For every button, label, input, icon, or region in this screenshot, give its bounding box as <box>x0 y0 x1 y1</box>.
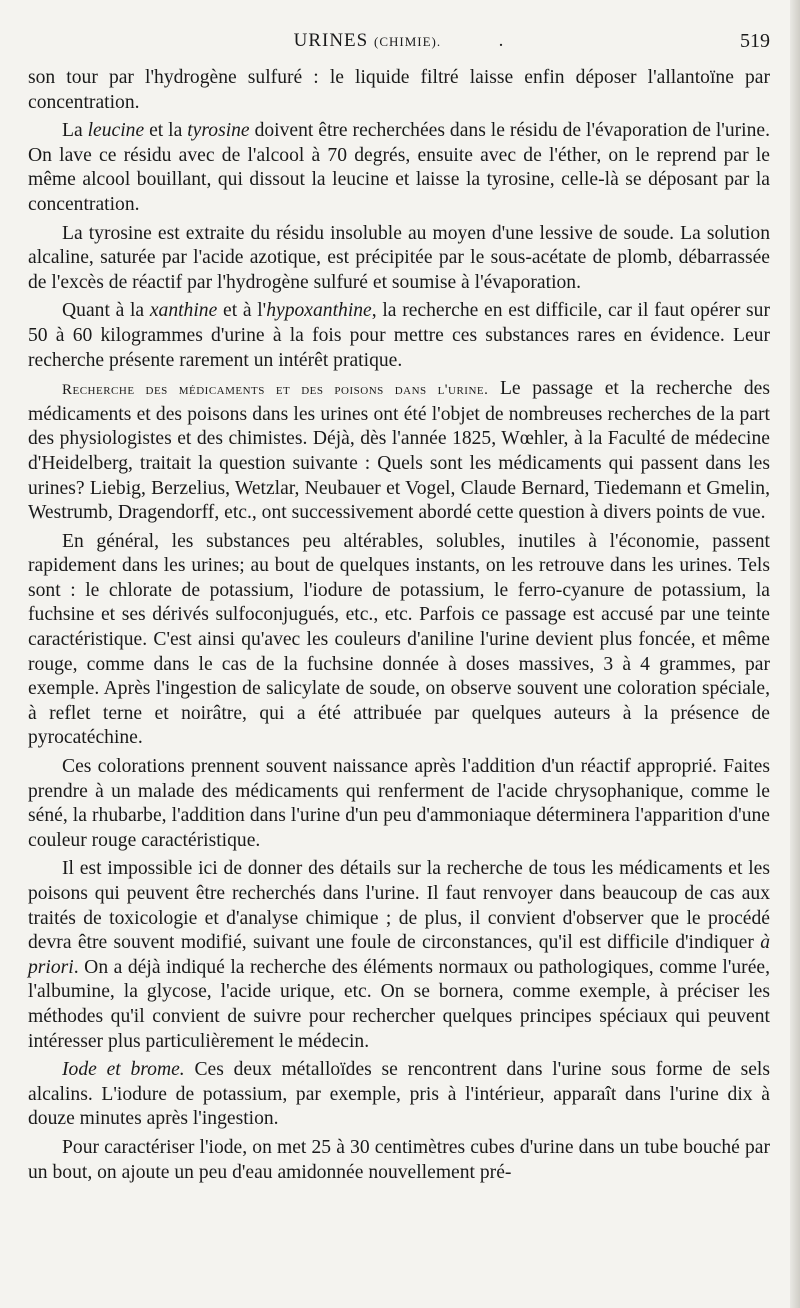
section-heading-iode-brome: Iode et brome. <box>62 1059 185 1081</box>
p2-text-a: La <box>62 120 88 142</box>
p8-text-c: . On a déjà indiqué la recherche des éléments normaux ou pathologiques, comme l'urée, l'albumine, la glycose, l'acide urique, etc. On se bornera, comme exemple, à préciser les méthodes qu'il convient de suivre pour rechercher quelques principes spéciaux qui peuvent intéresser plus particulièrement le médecin. <box>28 956 770 1052</box>
p2-text-e: doivent être recherchées dans le résidu de l'évaporation de l'urine. On lave ce résidu avec de l'alcool à 70 degrés, ensuite avec de l'éther, on le reprend par le même alcool bouillant, qui dissout la leucine et laisse la tyrosine, celle-là se déposant par la concentration. <box>28 120 770 215</box>
running-title-sub: (CHIMIE). <box>373 34 442 49</box>
running-title-main: URINES <box>293 30 369 51</box>
page-number: 519 <box>740 30 770 52</box>
header-dot: . <box>498 30 505 51</box>
term-tyrosine: tyrosine <box>187 120 250 142</box>
paragraph-substances: En général, les substances peu altérables, solubles, inutiles à l'économie, passent rapidement dans les urines; au bout de quelques instants, on les retrouve dans les urines. Tels sont : le chlorate de potassium, l'iodure de potassium, le ferro-cyanure de potassium, la fuchsine et ses dérivés sulfoconjugués, etc., etc. Parfois ce passage est accusé par une teinte caractéristique. C'est ainsi qu'avec les couleurs d'aniline l'urine devient plus foncée, et même rouge, comme dans le cas de la fuchsine donnée à doses massives, 3 à 4 grammes, par exemple. Après l'ingestion de salicylate de soude, on observe souvent une coloration spéciale, à reflet terne et noirâtre, qui a été attribuée par quelques auteurs à la présence de pyrocatéchine. <box>28 530 770 749</box>
page-header <box>28 30 770 60</box>
term-leucine: leucine <box>87 120 145 142</box>
paragraph-recherche-poisons <box>28 857 770 1054</box>
p2-text-c: et la <box>144 120 188 142</box>
section-heading-medicaments: Recherche des médicaments et des poisons dans l'urine. <box>62 382 489 399</box>
running-title <box>28 30 770 52</box>
paragraph-tyrosine-extraction: La tyrosine est extraite du résidu insoluble au moyen d'une lessive de soude. La solution alcaline, saturée par l'acide azotique, est précipitée par le sous-acétate de plomb, débarrassée de l'excès de réactif par l'hydrogène sulfuré et soumise à l'évaporation. <box>28 222 770 293</box>
p4-text-c: et à l' <box>217 300 267 322</box>
paragraph-colorations: Ces colorations prennent souvent naissance après l'addition d'un réactif approprié. Faites prendre à un malade des médicaments qui renferment de l'acide chrysophanique, comme le séné, la rhubarbe, l'addition dans l'urine d'un peu d'ammoniaque déterminera l'apparition d'une couleur rouge caractéristique. <box>28 756 770 851</box>
p5-text: Le passage et la recherche des médicaments et des poisons dans les urines ont été l'objet de nombreuses recherches de la part des physiologistes et des chimistes. Déjà, dès l'année 1825, Wœhler, à la Faculté de médecine d'Heidelberg, traitait la question suivante : Quels sont les médicaments qui passent dans les urines? Liebig, Berzelius, Wetzlar, Neubauer et Vogel, Claude Bernard, Tiedemann et Gmelin, Westrumb, Dragendorff, etc., ont successivement abordé cette question à divers points de vue. <box>28 378 770 524</box>
paragraph-leucine-tyrosine <box>28 119 770 217</box>
page-edge-shadow <box>790 0 800 1308</box>
paragraph-xanthine <box>28 299 770 373</box>
paragraph-medicaments <box>28 377 770 526</box>
term-hypoxanthine: hypoxanthine <box>266 300 372 322</box>
term-xanthine: xanthine <box>149 300 218 322</box>
p4-text-a: Quant à la <box>62 300 150 322</box>
body-text <box>28 66 770 1185</box>
p4-text-e: , la recherche en est difficile, car il faut opérer sur 50 à 60 kilogrammes d'urine à la fois pour mettre ces substances rares en évidence. Leur recherche présente rarement un intérêt pratique. <box>28 300 770 371</box>
term-a-priori: à priori <box>28 932 770 978</box>
p9-text: Ces deux métalloïdes se rencontrent dans l'urine sous forme de sels alcalins. L'iodure de potassium, par exemple, pris à l'intérieur, apparaît dans l'urine dix à douze minutes après l'ingestion. <box>28 1059 770 1130</box>
paragraph-iode-brome <box>28 1058 770 1132</box>
p8-text-a: Il est impossible ici de donner des détails sur la recherche de tous les médicaments et les poisons qui peuvent être recherchés dans l'urine. Il faut renvoyer dans beaucoup de cas aux traités de toxicologie et d'analyse chimique ; de plus, il convient d'observer que le procédé devra être souvent modifié, suivant une foule de circonstances, qu'il est difficile d'indiquer <box>28 858 770 954</box>
paragraph-allantoine: son tour par l'hydrogène sulfuré : le liquide filtré laisse enfin déposer l'allantoïne par concentration. <box>28 67 770 113</box>
paragraph-caracteriser-iode: Pour caractériser l'iode, on met 25 à 30 centimètres cubes d'urine dans un tube bouché par un bout, on ajoute un peu d'eau amidonnée nouvellement pré- <box>28 1136 770 1183</box>
